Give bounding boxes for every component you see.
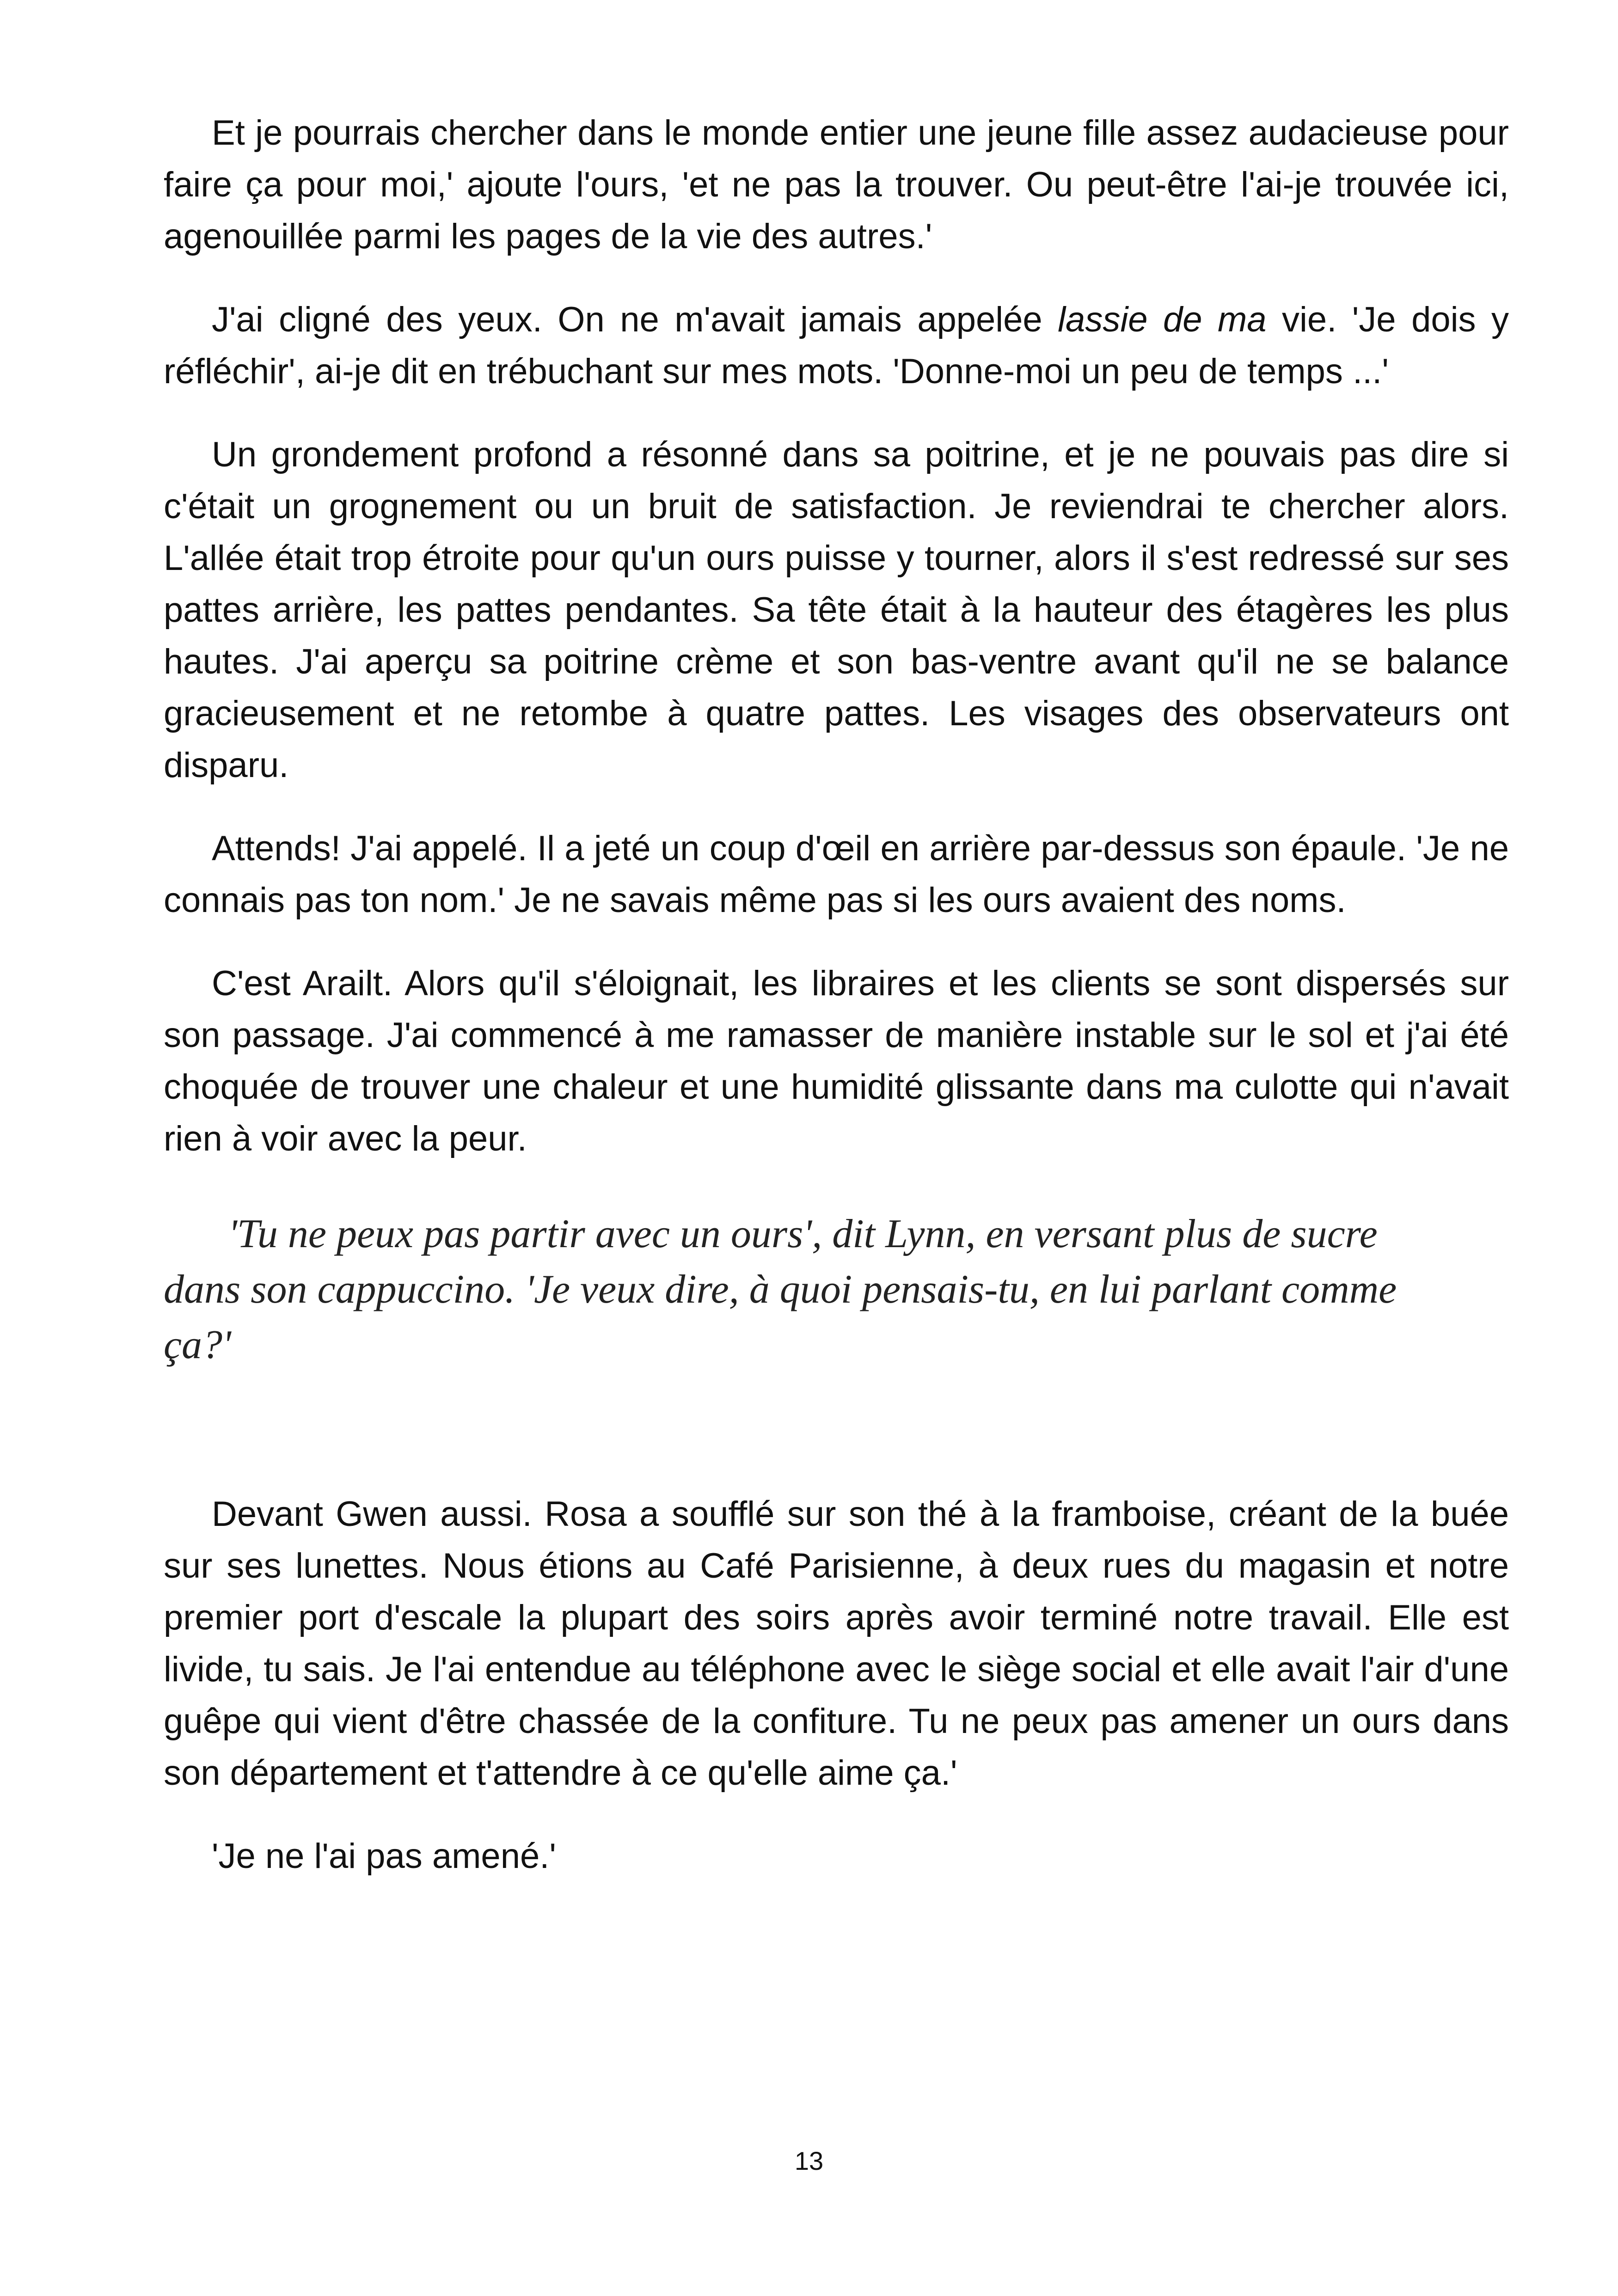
paragraph-6: Devant Gwen aussi. Rosa a soufflé sur son thé à la framboise, créant de la buée sur ses lunettes. Nous étions au Café Parisienne, à deux rues du magasin et notre premier port d'escale la plupart des soirs après avoir terminé notre travail. Elle est livide, tu sais. Je l'ai entendue au téléphone avec le siège social et elle avait l'air d'une guêpe qui vient d'être chassée de la confiture. Tu ne peux pas amener un ours dans son département et t'attendre à ce qu'elle aime ça.': [164, 1494, 1509, 1793]
paragraph-5: C'est Arailt. Alors qu'il s'éloignait, les libraires et les clients se sont dispersés sur son passage. J'ai commencé à me ramasser de manière instable sur le sol et j'ai été choquée de trouver une chaleur et une humidité glissante dans ma culotte qui n'avait rien à voir avec la peur.: [164, 964, 1509, 1158]
paragraph-7: 'Je ne l'ai pas amené.': [212, 1837, 556, 1876]
paragraph-1: Et je pourrais chercher dans le monde entier une jeune fille assez audacieuse pour faire ça pour moi,' ajoute l'ours, 'et ne pas la trouver. Ou peut-être l'ai-je trouvée ici, agenouillée parmi les pages de la vie des autres.': [164, 113, 1509, 256]
paragraph-2-start: J'ai cligné des yeux. On ne m'avait jamais appelée: [212, 300, 1058, 339]
paragraph-2: [164, 294, 1509, 398]
paragraph-2-italic: lassie de ma: [1058, 300, 1267, 339]
paragraph-2-end: vie. 'Je dois y réfléchir', ai-je dit en trébuchant sur mes mots. 'Donne-moi un peu de temps ...': [164, 300, 1509, 391]
paragraph-4: Attends! J'ai appelé. Il a jeté un coup d'œil en arrière par-dessus son épaule. 'Je ne connais pas ton nom.' Je ne savais même pas si les ours avaient des noms.: [164, 829, 1509, 920]
page-number: 13: [794, 2146, 824, 2175]
italic-scene-opening: 'Tu ne peux pas partir avec un ours', dit Lynn, en versant plus de sucre dans son cappuccino. 'Je veux dire, à quoi pensais-tu, en lui parlant comme ça?': [164, 1212, 1397, 1367]
page-body: [164, 107, 1509, 1882]
paragraph-3: Un grondement profond a résonné dans sa poitrine, et je ne pouvais pas dire si c'était un grognement ou un bruit de satisfaction. Je reviendrai te chercher alors. L'allée était trop étroite pour qu'un ours puisse y tourner, alors il s'est redressé sur ses pattes arrière, les pattes pendantes. Sa tête était à la hauteur des étagères les plus hautes. J'ai aperçu sa poitrine crème et son bas-ventre avant qu'il ne se balance gracieusement et ne retombe à quatre pattes. Les visages des observateurs ont disparu.: [164, 435, 1509, 785]
